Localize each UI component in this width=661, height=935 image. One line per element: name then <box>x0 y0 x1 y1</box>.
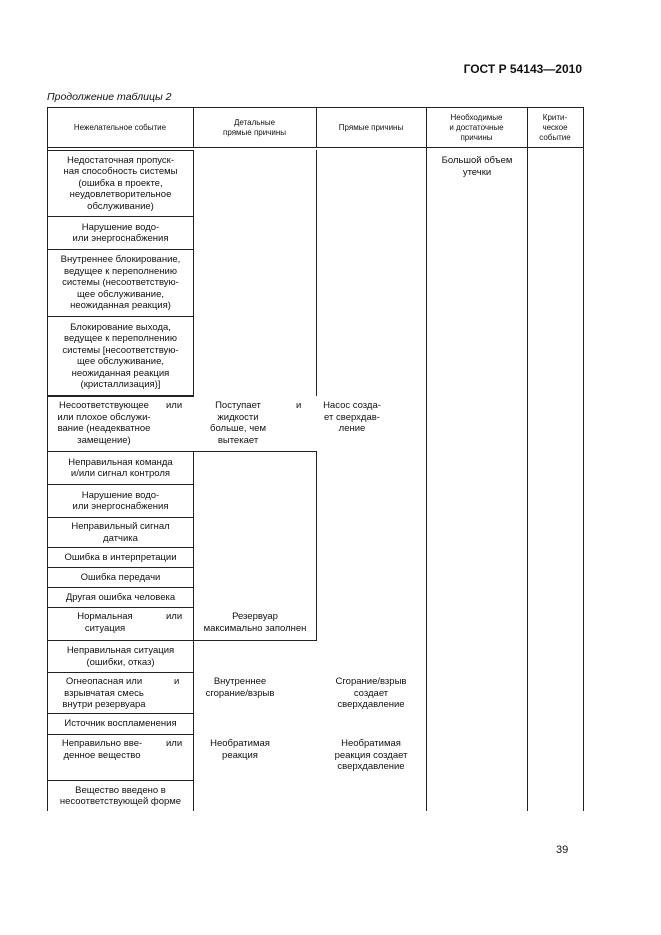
event-cell: Блокирование выхода, ведущее к переполнению системы [несоответствую- щее обслуживание, неожиданная реакция (кристаллизация)] <box>47 316 194 396</box>
detailed-cause: Резервуар максимально заполнен <box>203 611 307 634</box>
event-cell: Неправильная ситуация (ошибки, отказ) <box>47 640 194 673</box>
column-divider <box>426 107 427 811</box>
column-divider <box>316 107 317 148</box>
column-divider <box>193 451 194 641</box>
event-text: Несоответствующее или плохое обслужи- вание (неадекватное замещение) <box>57 400 151 446</box>
event-text: Неправильно вве- денное вещество <box>61 738 143 761</box>
event-text: Огнеопасная или взрывчатая смесь внутри резервуара <box>62 676 146 710</box>
column-header-direct-causes: Прямые причины <box>316 107 426 148</box>
column-divider <box>316 150 317 396</box>
event-cell: Неправильный сигнал датчика <box>47 517 194 548</box>
connector-or: или <box>166 611 183 622</box>
column-divider <box>527 107 528 811</box>
event-cell: Ошибка передачи <box>47 567 194 588</box>
column-divider <box>193 734 194 781</box>
detailed-cause: Внутреннее сгорание/взрыв <box>205 676 275 699</box>
standard-code: ГОСТ Р 54143—2010 <box>463 62 582 76</box>
direct-cause: Насос созда- ет сверхдав- ление <box>323 400 381 434</box>
table-right-border <box>583 107 584 811</box>
column-divider <box>316 451 317 641</box>
event-text: Нормальная ситуация <box>77 611 133 634</box>
table-caption: Продолжение таблицы 2 <box>47 91 172 103</box>
necessary-cause: Большой объем утечки <box>441 155 513 178</box>
box-line <box>193 640 317 641</box>
column-divider <box>193 150 194 396</box>
connector-and: и <box>296 400 302 411</box>
event-cell: Недостаточная пропуск- ная способность системы (ошибка в проекте, неудовлетворительное обслуживание) <box>47 150 194 217</box>
connector-or: или <box>166 738 183 749</box>
detailed-cause: Поступает жидкости больше, чем вытекает <box>210 400 266 446</box>
column-header-detailed-causes: Детальные прямые причины <box>193 107 316 148</box>
direct-cause: Необратимая реакция создает сверхдавление <box>334 738 408 772</box>
direct-cause: Сгорание/взрыв создает сверхдавление <box>335 676 407 710</box>
column-header-critical-event: Крити- ческое событие <box>527 107 583 148</box>
connector-and: и <box>174 676 180 687</box>
event-cell: Источник воспламенения <box>47 713 194 735</box>
column-header-undesired-event: Нежелательное событие <box>47 107 193 148</box>
event-cell: Внутреннее блокирование, ведущее к переполнению системы (несоответствую- щее обслуживание, неожиданная реакция) <box>47 249 194 317</box>
connector-or: или <box>166 400 183 411</box>
detailed-cause: Необратимая реакция <box>210 738 270 761</box>
event-cell: Другая ошибка человека <box>47 587 194 608</box>
event-cell: Вещество введено в несоответствующей форме <box>47 780 194 811</box>
event-cell: Неправильная команда и/или сигнал контроля <box>47 451 194 485</box>
event-cell: Нарушение водо- или энергоснабжения <box>47 216 194 250</box>
column-divider <box>193 672 194 714</box>
column-header-necessary-causes: Необходимые и достаточные причины <box>426 107 527 148</box>
page-number: 39 <box>556 844 569 856</box>
event-cell: Ошибка в интерпретации <box>47 547 194 568</box>
event-cell: Нарушение водо- или энергоснабжения <box>47 484 194 518</box>
box-line <box>193 451 317 452</box>
column-divider <box>193 107 194 148</box>
